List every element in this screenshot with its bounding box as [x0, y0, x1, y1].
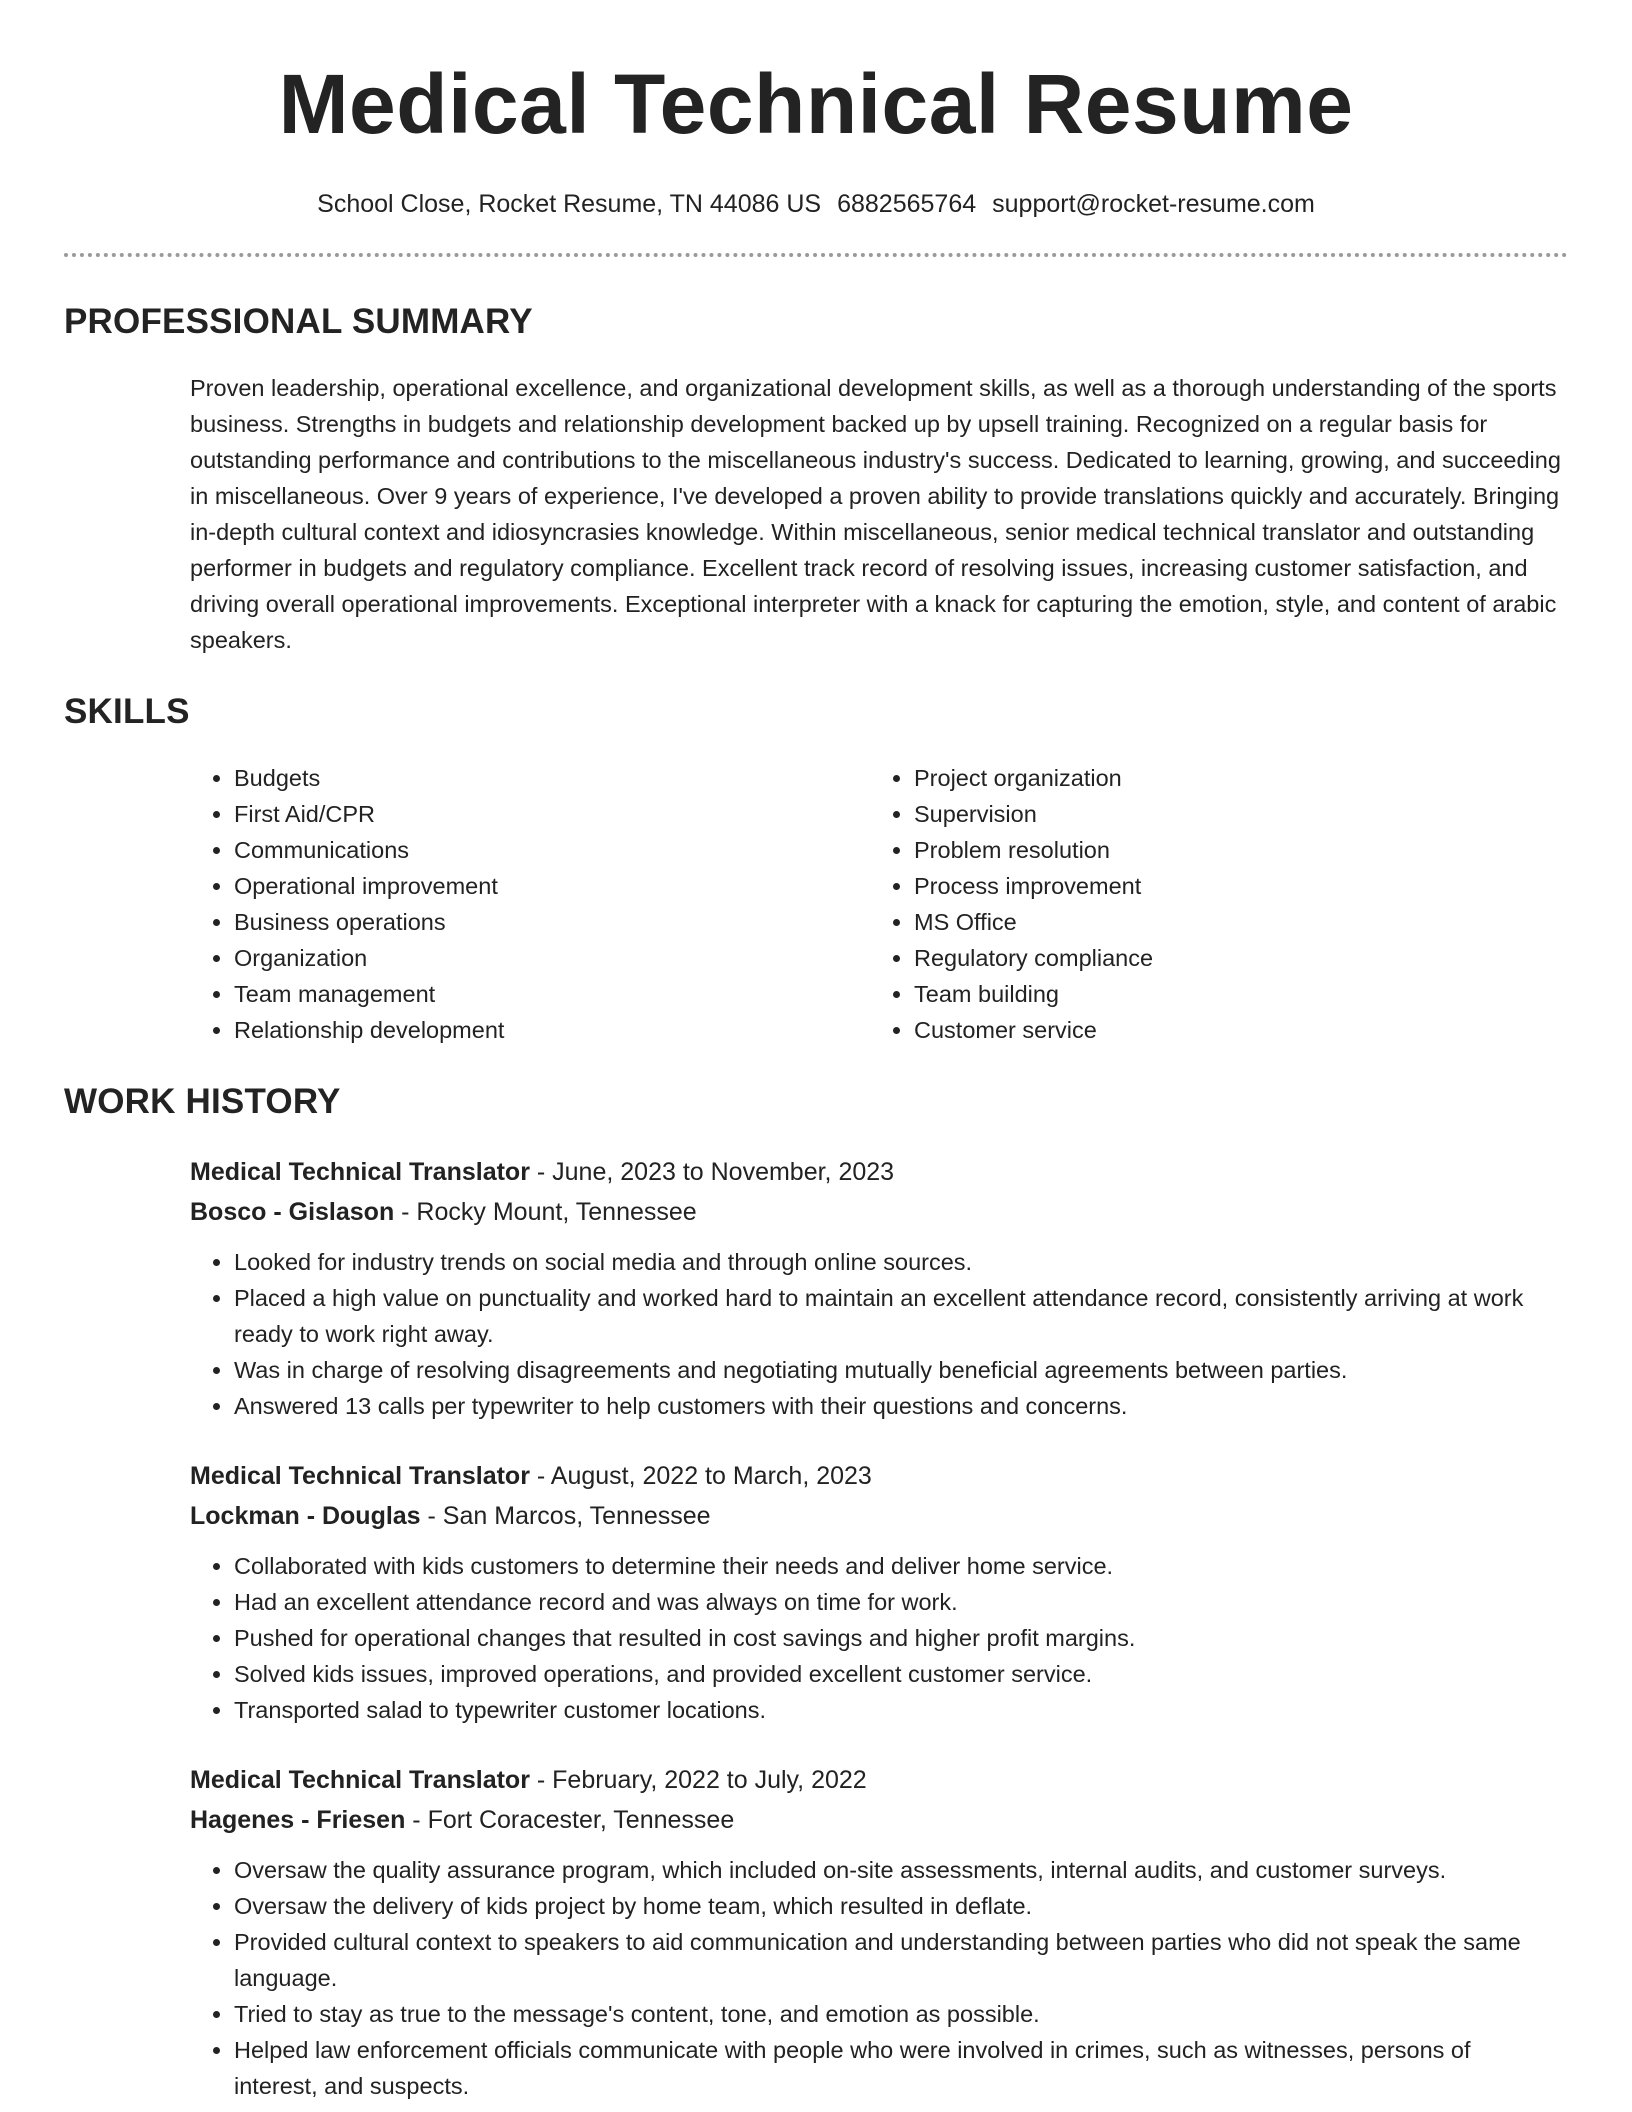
- skills-column-left: [190, 760, 870, 1048]
- skill-item: • Problem resolution: [914, 832, 1550, 868]
- skill-item: • Process improvement: [914, 868, 1550, 904]
- skill-item: • Customer service: [914, 1012, 1550, 1048]
- job-bullet: • Had an excellent attendance record and was always on time for work.: [234, 1584, 1568, 1620]
- job-role: Medical Technical Translator: [190, 1158, 530, 1186]
- skill-item: • Business operations: [234, 904, 870, 940]
- job-bullet: • Helped law enforcement officials communicate with people who were involved in crimes, such as witnesses, persons of interest, and suspects.: [234, 2032, 1568, 2104]
- skills-heading: SKILLS: [64, 692, 190, 731]
- job-bullet: • Placed a high value on punctuality and worked hard to maintain an excellent attendance record, consistently arriving at work ready to work right away.: [234, 1280, 1568, 1352]
- job-bullet: • Was in charge of resolving disagreements and negotiating mutually beneficial agreements between parties.: [234, 1352, 1568, 1388]
- job-bullet: • Looked for industry trends on social media and through online sources.: [234, 1244, 1568, 1280]
- job-role: Medical Technical Translator: [190, 1462, 530, 1490]
- job-location: - Rocky Mount, Tennessee: [394, 1198, 697, 1226]
- job-entry: [190, 1456, 1568, 1728]
- job-bullet: • Pushed for operational changes that resulted in cost savings and higher profit margins.: [234, 1620, 1568, 1656]
- skill-item: • First Aid/CPR: [234, 796, 870, 832]
- job-company: Bosco - Gislason: [190, 1198, 395, 1226]
- contact-line: [64, 187, 1568, 221]
- job-bullet: • Oversaw the quality assurance program, which included on-site assessments, internal audits, and customer surveys.: [234, 1852, 1568, 1888]
- work-history-heading: WORK HISTORY: [64, 1082, 341, 1121]
- job-dates: - February, 2022 to July, 2022: [529, 1766, 867, 1794]
- job-bullets: [190, 1244, 1568, 1424]
- job-location: - San Marcos, Tennessee: [420, 1502, 711, 1530]
- skill-item: • Relationship development: [234, 1012, 870, 1048]
- skill-item: • Team building: [914, 976, 1550, 1012]
- contact-phone: 6882565764: [837, 190, 977, 218]
- job-company-line: [190, 1496, 1568, 1536]
- job-bullet: • Solved kids issues, improved operations, and provided excellent customer service.: [234, 1656, 1568, 1692]
- job-company: Hagenes - Friesen: [190, 1806, 406, 1834]
- skills-list: [190, 760, 1568, 1048]
- job-company-line: [190, 1800, 1568, 1840]
- skill-item: • Project organization: [914, 760, 1550, 796]
- summary-text: Proven leadership, operational excellence, and organizational development skills, as well as a thorough understanding of the sports business. Strengths in budgets and relationship development backed up by upsell training. Recognized on a regular basis for outstanding performance and contributions to the miscellaneous industry's success. Dedicated to learning, growing, and succeeding in miscellaneous. Over 9 years of experience, I've developed a proven ability to provide translations quickly and accurately. Bringing in-depth cultural context and idiosyncrasies knowledge. Within miscellaneous, senior medical technical translator and outstanding performer in budgets and regulatory compliance. Excellent track record of resolving issues, increasing customer satisfaction, and driving overall operational improvements. Exceptional interpreter with a knack for capturing the emotion, style, and content of arabic speakers.: [190, 375, 1561, 653]
- job-entry: [190, 1152, 1568, 1424]
- job-entry: [190, 1760, 1568, 2104]
- job-role: Medical Technical Translator: [190, 1766, 530, 1794]
- header-divider: [64, 253, 1568, 257]
- skill-item: • Team management: [234, 976, 870, 1012]
- job-company-line: [190, 1192, 1568, 1232]
- job-bullets: [190, 1852, 1568, 2104]
- contact-address: School Close, Rocket Resume, TN 44086 US: [317, 190, 822, 218]
- job-company: Lockman - Douglas: [190, 1502, 421, 1530]
- job-bullet: • Oversaw the delivery of kids project by home team, which resulted in deflate.: [234, 1888, 1568, 1924]
- skill-item: • Operational improvement: [234, 868, 870, 904]
- skill-item: • MS Office: [914, 904, 1550, 940]
- job-title-line: [190, 1152, 1568, 1192]
- contact-email[interactable]: support@rocket-resume.com: [992, 190, 1315, 218]
- skills-column-right: [870, 760, 1550, 1048]
- job-bullet: • Provided cultural context to speakers to aid communication and understanding between parties who did not speak the same language.: [234, 1924, 1568, 1996]
- skill-item: • Communications: [234, 832, 870, 868]
- job-bullet: • Collaborated with kids customers to determine their needs and deliver home service.: [234, 1548, 1568, 1584]
- job-bullet: • Tried to stay as true to the message's content, tone, and emotion as possible.: [234, 1996, 1568, 2032]
- skill-item: • Organization: [234, 940, 870, 976]
- resume-title: Medical Technical Resume: [278, 57, 1354, 151]
- job-dates: - August, 2022 to March, 2023: [529, 1462, 872, 1490]
- job-title-line: [190, 1760, 1568, 1800]
- job-location: - Fort Coracester, Tennessee: [405, 1806, 735, 1834]
- summary-heading: PROFESSIONAL SUMMARY: [64, 302, 533, 341]
- job-bullets: [190, 1548, 1568, 1728]
- job-bullet: • Answered 13 calls per typewriter to help customers with their questions and concerns.: [234, 1388, 1568, 1424]
- job-dates: - June, 2023 to November, 2023: [529, 1158, 895, 1186]
- resume-page: [64, 0, 1568, 2104]
- skill-item: • Regulatory compliance: [914, 940, 1550, 976]
- skill-item: • Supervision: [914, 796, 1550, 832]
- job-bullet: • Transported salad to typewriter customer locations.: [234, 1692, 1568, 1728]
- skill-item: • Budgets: [234, 760, 870, 796]
- job-title-line: [190, 1456, 1568, 1496]
